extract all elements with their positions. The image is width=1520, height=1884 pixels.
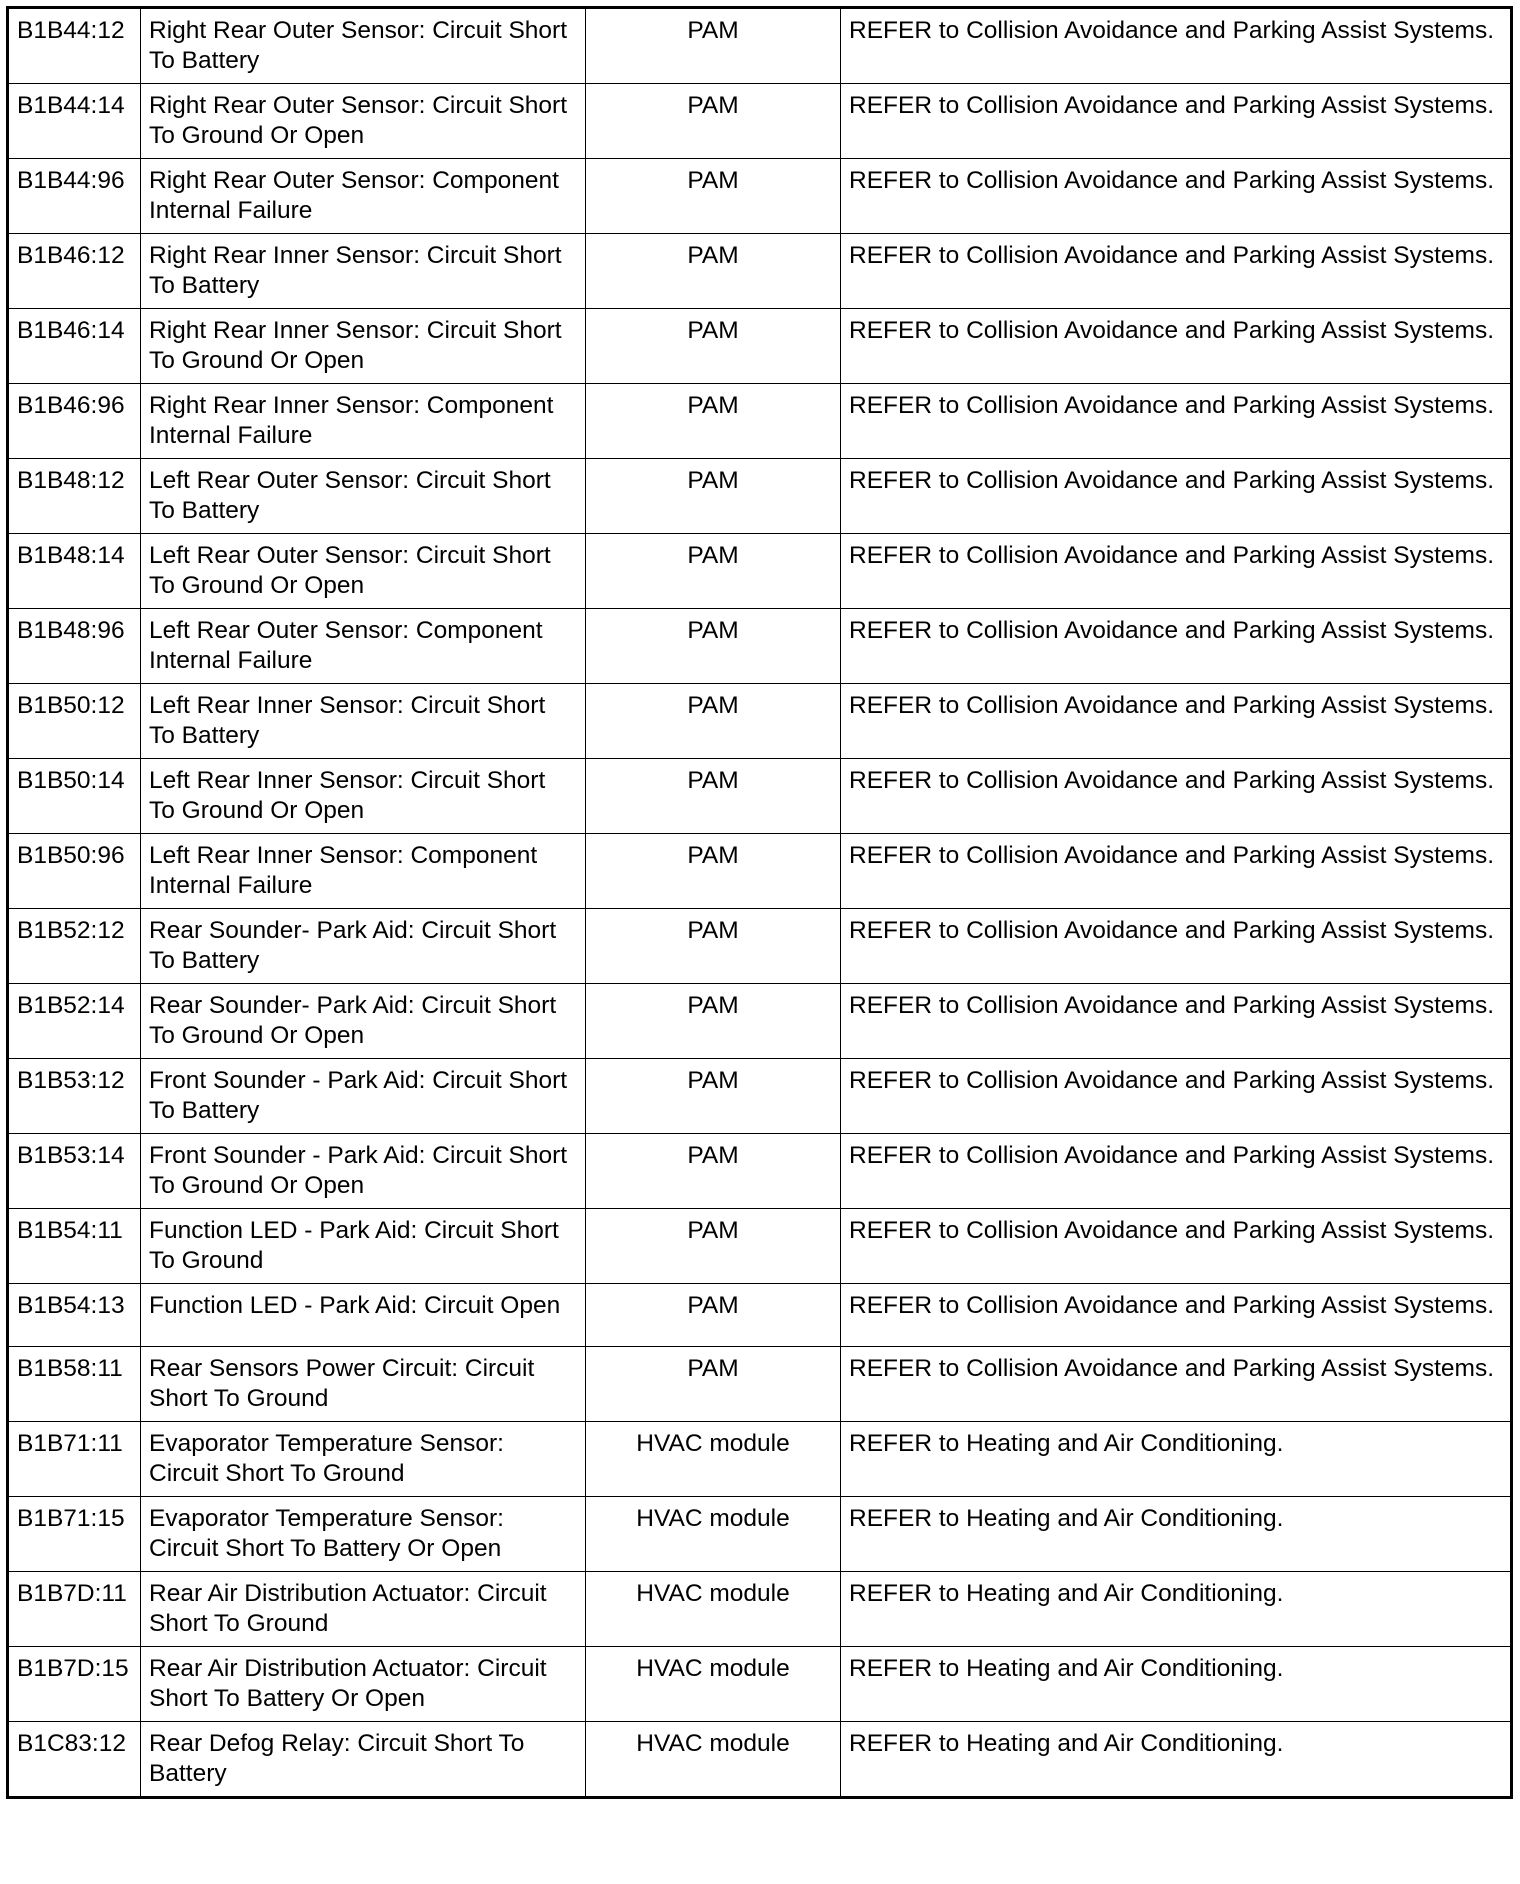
dtc-module-cell: PAM — [586, 909, 841, 984]
dtc-action-cell: REFER to Heating and Air Conditioning. — [841, 1722, 1512, 1798]
table-row — [8, 984, 1512, 1059]
dtc-module-cell: PAM — [586, 1059, 841, 1134]
table-row — [8, 1572, 1512, 1647]
dtc-module-cell: HVAC module — [586, 1647, 841, 1722]
dtc-description-cell: Left Rear Outer Sensor: Circuit Short To Battery — [141, 459, 586, 534]
table-row — [8, 534, 1512, 609]
dtc-module-cell: PAM — [586, 759, 841, 834]
table-row — [8, 1722, 1512, 1798]
dtc-description-cell: Front Sounder - Park Aid: Circuit Short To Battery — [141, 1059, 586, 1134]
dtc-description-cell: Left Rear Inner Sensor: Circuit Short To Ground Or Open — [141, 759, 586, 834]
dtc-action-cell: REFER to Collision Avoidance and Parking Assist Systems. — [841, 1059, 1512, 1134]
dtc-code-cell: B1B50:96 — [8, 834, 141, 909]
table-row — [8, 1422, 1512, 1497]
table-row — [8, 1209, 1512, 1284]
dtc-table-body — [8, 8, 1512, 1798]
dtc-description-cell: Right Rear Outer Sensor: Circuit Short To Ground Or Open — [141, 84, 586, 159]
dtc-action-cell: REFER to Heating and Air Conditioning. — [841, 1647, 1512, 1722]
dtc-code-cell: B1B53:14 — [8, 1134, 141, 1209]
dtc-module-cell: HVAC module — [586, 1572, 841, 1647]
dtc-module-cell: PAM — [586, 234, 841, 309]
dtc-module-cell: HVAC module — [586, 1497, 841, 1572]
dtc-code-cell: B1B48:12 — [8, 459, 141, 534]
dtc-module-cell: PAM — [586, 834, 841, 909]
table-row — [8, 1059, 1512, 1134]
dtc-action-cell: REFER to Collision Avoidance and Parking Assist Systems. — [841, 909, 1512, 984]
dtc-action-cell: REFER to Heating and Air Conditioning. — [841, 1572, 1512, 1647]
dtc-code-cell: B1B53:12 — [8, 1059, 141, 1134]
dtc-module-cell: PAM — [586, 1209, 841, 1284]
dtc-action-cell: REFER to Collision Avoidance and Parking Assist Systems. — [841, 159, 1512, 234]
dtc-description-cell: Evaporator Temperature Sensor: Circuit Short To Ground — [141, 1422, 586, 1497]
table-row — [8, 84, 1512, 159]
dtc-action-cell: REFER to Collision Avoidance and Parking Assist Systems. — [841, 459, 1512, 534]
dtc-description-cell: Left Rear Outer Sensor: Circuit Short To Ground Or Open — [141, 534, 586, 609]
dtc-module-cell: PAM — [586, 609, 841, 684]
table-row — [8, 1134, 1512, 1209]
dtc-code-cell: B1B46:12 — [8, 234, 141, 309]
dtc-code-cell: B1B44:96 — [8, 159, 141, 234]
table-row — [8, 459, 1512, 534]
table-row — [8, 309, 1512, 384]
table-row — [8, 1284, 1512, 1347]
dtc-description-cell: Right Rear Inner Sensor: Component Internal Failure — [141, 384, 586, 459]
dtc-module-cell: PAM — [586, 84, 841, 159]
dtc-action-cell: REFER to Collision Avoidance and Parking Assist Systems. — [841, 1209, 1512, 1284]
table-row — [8, 909, 1512, 984]
dtc-action-cell: REFER to Collision Avoidance and Parking Assist Systems. — [841, 834, 1512, 909]
dtc-description-cell: Left Rear Outer Sensor: Component Internal Failure — [141, 609, 586, 684]
dtc-action-cell: REFER to Collision Avoidance and Parking Assist Systems. — [841, 309, 1512, 384]
dtc-module-cell: PAM — [586, 984, 841, 1059]
dtc-action-cell: REFER to Collision Avoidance and Parking Assist Systems. — [841, 1284, 1512, 1347]
dtc-action-cell: REFER to Collision Avoidance and Parking Assist Systems. — [841, 234, 1512, 309]
dtc-code-cell: B1B54:11 — [8, 1209, 141, 1284]
table-row — [8, 834, 1512, 909]
table-row — [8, 684, 1512, 759]
dtc-action-cell: REFER to Collision Avoidance and Parking Assist Systems. — [841, 1134, 1512, 1209]
dtc-code-cell: B1B58:11 — [8, 1347, 141, 1422]
dtc-code-cell: B1B44:14 — [8, 84, 141, 159]
dtc-code-cell: B1C83:12 — [8, 1722, 141, 1798]
dtc-description-cell: Right Rear Inner Sensor: Circuit Short To Battery — [141, 234, 586, 309]
dtc-action-cell: REFER to Collision Avoidance and Parking Assist Systems. — [841, 384, 1512, 459]
table-row — [8, 1347, 1512, 1422]
dtc-description-cell: Right Rear Outer Sensor: Component Internal Failure — [141, 159, 586, 234]
dtc-module-cell: HVAC module — [586, 1422, 841, 1497]
dtc-module-cell: PAM — [586, 684, 841, 759]
dtc-code-cell: B1B7D:15 — [8, 1647, 141, 1722]
table-row — [8, 159, 1512, 234]
dtc-module-cell: PAM — [586, 309, 841, 384]
dtc-code-cell: B1B46:14 — [8, 309, 141, 384]
dtc-action-cell: REFER to Collision Avoidance and Parking Assist Systems. — [841, 534, 1512, 609]
dtc-module-cell: HVAC module — [586, 1722, 841, 1798]
dtc-description-cell: Rear Sensors Power Circuit: Circuit Short To Ground — [141, 1347, 586, 1422]
dtc-code-cell: B1B44:12 — [8, 8, 141, 84]
dtc-description-cell: Rear Air Distribution Actuator: Circuit Short To Ground — [141, 1572, 586, 1647]
dtc-description-cell: Rear Defog Relay: Circuit Short To Battery — [141, 1722, 586, 1798]
dtc-action-cell: REFER to Collision Avoidance and Parking Assist Systems. — [841, 84, 1512, 159]
dtc-code-cell: B1B48:14 — [8, 534, 141, 609]
table-row — [8, 759, 1512, 834]
dtc-description-cell: Left Rear Inner Sensor: Component Internal Failure — [141, 834, 586, 909]
dtc-action-cell: REFER to Collision Avoidance and Parking Assist Systems. — [841, 684, 1512, 759]
dtc-action-cell: REFER to Heating and Air Conditioning. — [841, 1422, 1512, 1497]
dtc-description-cell: Rear Air Distribution Actuator: Circuit Short To Battery Or Open — [141, 1647, 586, 1722]
dtc-description-cell: Left Rear Inner Sensor: Circuit Short To Battery — [141, 684, 586, 759]
table-row — [8, 234, 1512, 309]
dtc-description-cell: Function LED - Park Aid: Circuit Short To Ground — [141, 1209, 586, 1284]
dtc-table — [6, 6, 1513, 1799]
dtc-module-cell: PAM — [586, 159, 841, 234]
dtc-code-cell: B1B54:13 — [8, 1284, 141, 1347]
dtc-module-cell: PAM — [586, 534, 841, 609]
dtc-action-cell: REFER to Collision Avoidance and Parking Assist Systems. — [841, 1347, 1512, 1422]
dtc-code-cell: B1B52:14 — [8, 984, 141, 1059]
dtc-action-cell: REFER to Collision Avoidance and Parking Assist Systems. — [841, 609, 1512, 684]
table-row — [8, 609, 1512, 684]
dtc-code-cell: B1B50:12 — [8, 684, 141, 759]
dtc-module-cell: PAM — [586, 8, 841, 84]
dtc-module-cell: PAM — [586, 384, 841, 459]
dtc-code-cell: B1B48:96 — [8, 609, 141, 684]
table-row — [8, 1497, 1512, 1572]
dtc-action-cell: REFER to Collision Avoidance and Parking Assist Systems. — [841, 8, 1512, 84]
dtc-description-cell: Right Rear Inner Sensor: Circuit Short To Ground Or Open — [141, 309, 586, 384]
table-row — [8, 8, 1512, 84]
table-row — [8, 1647, 1512, 1722]
dtc-module-cell: PAM — [586, 1347, 841, 1422]
dtc-action-cell: REFER to Heating and Air Conditioning. — [841, 1497, 1512, 1572]
dtc-code-cell: B1B7D:11 — [8, 1572, 141, 1647]
dtc-description-cell: Function LED - Park Aid: Circuit Open — [141, 1284, 586, 1347]
dtc-code-cell: B1B71:15 — [8, 1497, 141, 1572]
dtc-module-cell: PAM — [586, 459, 841, 534]
dtc-code-cell: B1B46:96 — [8, 384, 141, 459]
dtc-action-cell: REFER to Collision Avoidance and Parking Assist Systems. — [841, 759, 1512, 834]
dtc-code-cell: B1B71:11 — [8, 1422, 141, 1497]
dtc-description-cell: Front Sounder - Park Aid: Circuit Short To Ground Or Open — [141, 1134, 586, 1209]
dtc-action-cell: REFER to Collision Avoidance and Parking Assist Systems. — [841, 984, 1512, 1059]
table-row — [8, 384, 1512, 459]
dtc-code-cell: B1B52:12 — [8, 909, 141, 984]
dtc-description-cell: Rear Sounder- Park Aid: Circuit Short To Ground Or Open — [141, 984, 586, 1059]
dtc-description-cell: Rear Sounder- Park Aid: Circuit Short To Battery — [141, 909, 586, 984]
dtc-description-cell: Evaporator Temperature Sensor: Circuit Short To Battery Or Open — [141, 1497, 586, 1572]
dtc-module-cell: PAM — [586, 1284, 841, 1347]
dtc-code-cell: B1B50:14 — [8, 759, 141, 834]
dtc-description-cell: Right Rear Outer Sensor: Circuit Short To Battery — [141, 8, 586, 84]
dtc-module-cell: PAM — [586, 1134, 841, 1209]
